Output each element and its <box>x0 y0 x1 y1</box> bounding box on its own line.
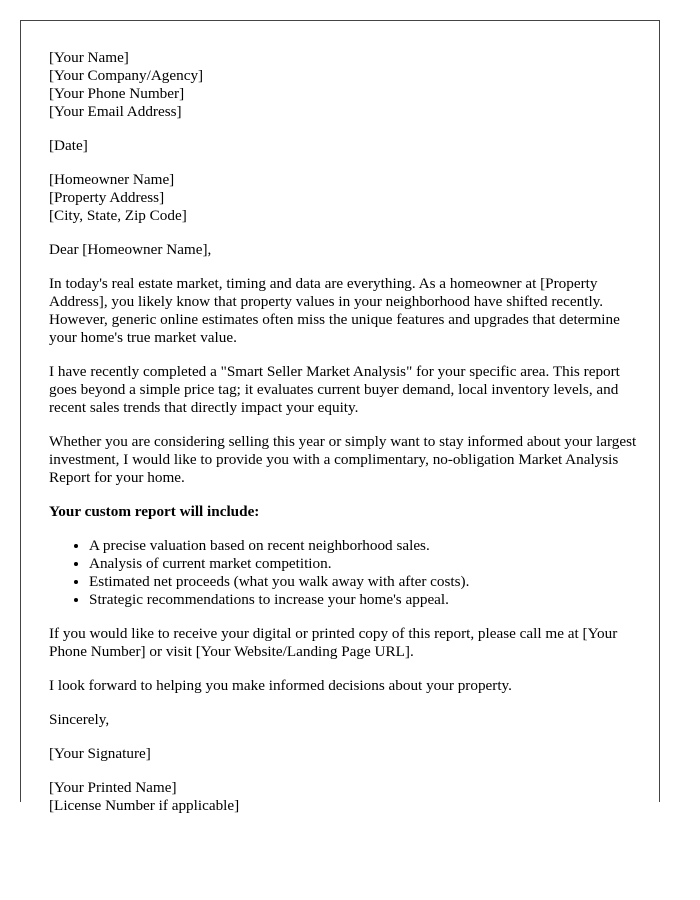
list-item: • Estimated net proceeds (what you walk away with after costs). <box>89 573 641 591</box>
letter-page <box>20 20 660 814</box>
sender-name: [Your Name] <box>49 49 129 66</box>
salutation: Dear [Homeowner Name], <box>49 241 212 258</box>
recipient-address: [Property Address] <box>49 189 165 206</box>
closing: Sincerely, <box>49 711 110 728</box>
body-paragraph-5: I look forward to helping you make informed decisions about your property. <box>49 677 512 694</box>
sender-email: [Your Email Address] <box>49 103 182 120</box>
recipient-city-state-zip: [City, State, Zip Code] <box>49 207 187 224</box>
signature: [Your Signature] <box>49 745 151 762</box>
list-item: • Analysis of current market competition. <box>89 555 641 573</box>
printed-name: [Your Printed Name] <box>49 779 177 796</box>
letter-content <box>49 49 641 831</box>
list-item: • A precise valuation based on recent neighborhood sales. <box>89 537 641 555</box>
letter-date: [Date] <box>49 137 88 154</box>
body-paragraph-4: If you would like to receive your digital or printed copy of this report, please call me at [Your Phone Number] or visit [Your Website/Landing Page URL]. <box>49 625 618 660</box>
body-paragraph-2: I have recently completed a "Smart Seller Market Analysis" for your specific area. This report goes beyond a simple price tag; it evaluates current buyer demand, local inventory levels, and recent sales trends that directly impact your equity. <box>49 363 620 416</box>
recipient-block <box>49 171 641 225</box>
sender-block <box>49 49 641 121</box>
body-paragraph-1: In today's real estate market, timing and data are everything. As a homeowner at [Property Address], you likely know that property values in your neighborhood have shifted recently. However, generic online estimates often miss the unique features and upgrades that determine your home's true market value. <box>49 275 620 346</box>
sender-phone: [Your Phone Number] <box>49 85 185 102</box>
recipient-name: [Homeowner Name] <box>49 171 175 188</box>
sender-company: [Your Company/Agency] <box>49 67 204 84</box>
signature-block <box>49 779 641 815</box>
body-paragraph-3: Whether you are considering selling this year or simply want to stay informed about your largest investment, I would like to provide you with a complimentary, no-obligation Market Analysis Report for your home. <box>49 433 637 486</box>
license-line: [License Number if applicable] <box>49 797 240 814</box>
list-item: • Strategic recommendations to increase your home's appeal. <box>89 591 641 609</box>
report-heading: Your custom report will include: <box>49 503 260 520</box>
report-items-list <box>49 537 641 609</box>
